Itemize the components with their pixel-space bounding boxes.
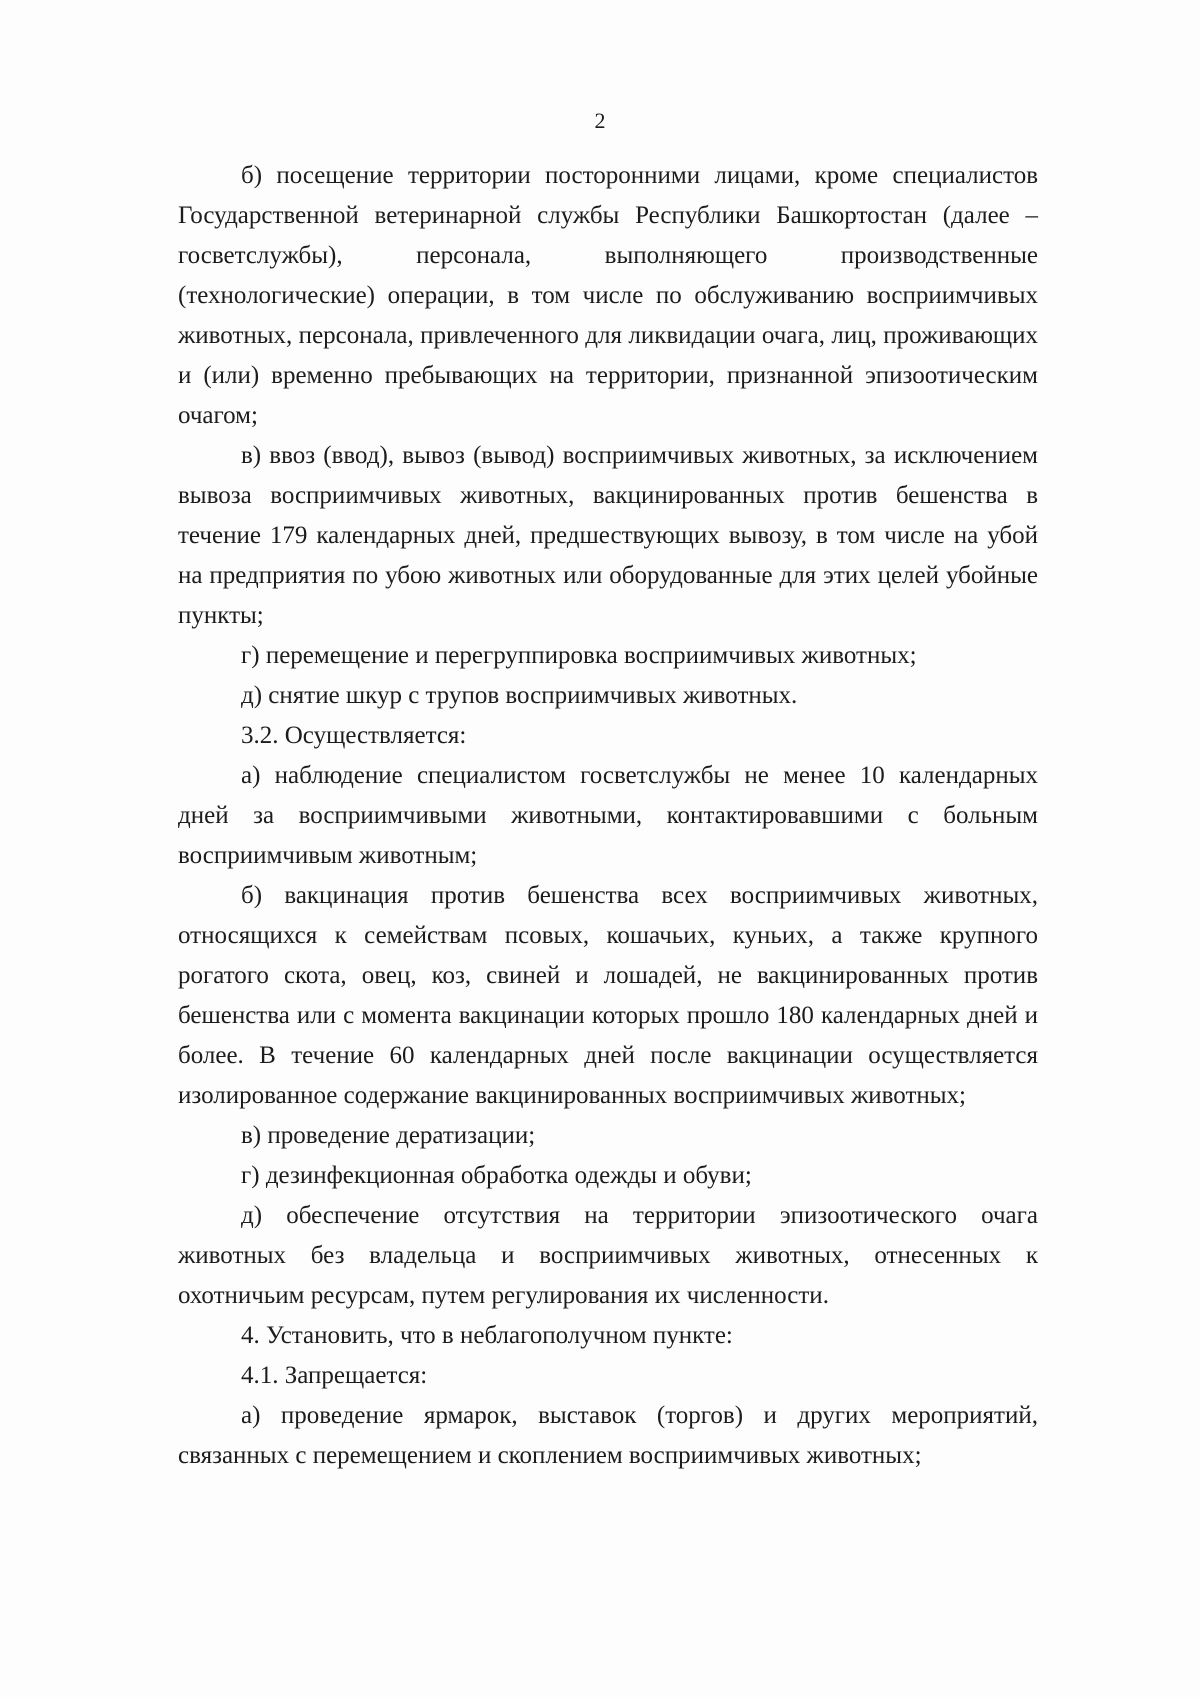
paragraph-3-2-g: г) дезинфекционная обработка одежды и обуви; (241, 1162, 752, 1189)
section-heading-4-1: 4.1. Запрещается: (241, 1362, 428, 1389)
section-heading-4: 4. Установить, что в неблагополучном пункте: (241, 1322, 733, 1349)
paragraph-3-1-b: б) посещение территории посторонними лицами, кроме специалистов Государственной ветеринарной службы Республики Башкортостан (далее – госветслужбы), персонала, выполняющего производственные (технологические) операции, в том числе по обслуживанию восприимчивых животных, персонала, привлеченного для ликвидации очага, лиц, проживающих и (или) временно пребывающих на территории, признанной эпизоотическим очагом; (178, 162, 1038, 429)
paragraph-3-1-d: д) снятие шкур с трупов восприимчивых животных. (241, 682, 798, 709)
paragraph-3-1-v: в) ввоз (ввод), вывоз (вывод) восприимчивых животных, за исключением вывоза восприимчивых животных, вакцинированных против бешенства в течение 179 календарных дней, предшествующих вывозу, в том числе на убой на предприятия по убою животных или оборудованные для этих целей убойные пункты; (178, 442, 1038, 629)
paragraph-3-2-d: д) обеспечение отсутствия на территории эпизоотического очага животных без владельца и восприимчивых животных, отнесенных к охотничьим ресурсам, путем регулирования их численности. (178, 1202, 1038, 1309)
paragraph-3-1-g: г) перемещение и перегруппировка восприимчивых животных; (241, 642, 917, 669)
section-heading-3-2: 3.2. Осуществляется: (241, 722, 467, 749)
paragraph-3-2-a: а) наблюдение специалистом госветслужбы не менее 10 календарных дней за восприимчивыми животными, контактировавшими с больным восприимчивым животным; (178, 762, 1038, 869)
paragraph-3-2-b: б) вакцинация против бешенства всех восприимчивых животных, относящихся к семействам псовых, кошачьих, куньих, а также крупного рогатого скота, овец, коз, свиней и лошадей, не вакцинированных против бешенства или с момента вакцинации которых прошло 180 календарных дней и более. В течение 60 календарных дней после вакцинации осуществляется изолированное содержание вакцинированных восприимчивых животных; (178, 882, 1038, 1109)
paragraph-3-2-v: в) проведение дератизации; (241, 1122, 536, 1149)
page-number: 2 (594, 108, 606, 133)
document-body (178, 156, 1038, 1476)
paragraph-4-1-a: а) проведение ярмарок, выставок (торгов) и других мероприятий, связанных с перемещением и скоплением восприимчивых животных; (178, 1402, 1038, 1469)
